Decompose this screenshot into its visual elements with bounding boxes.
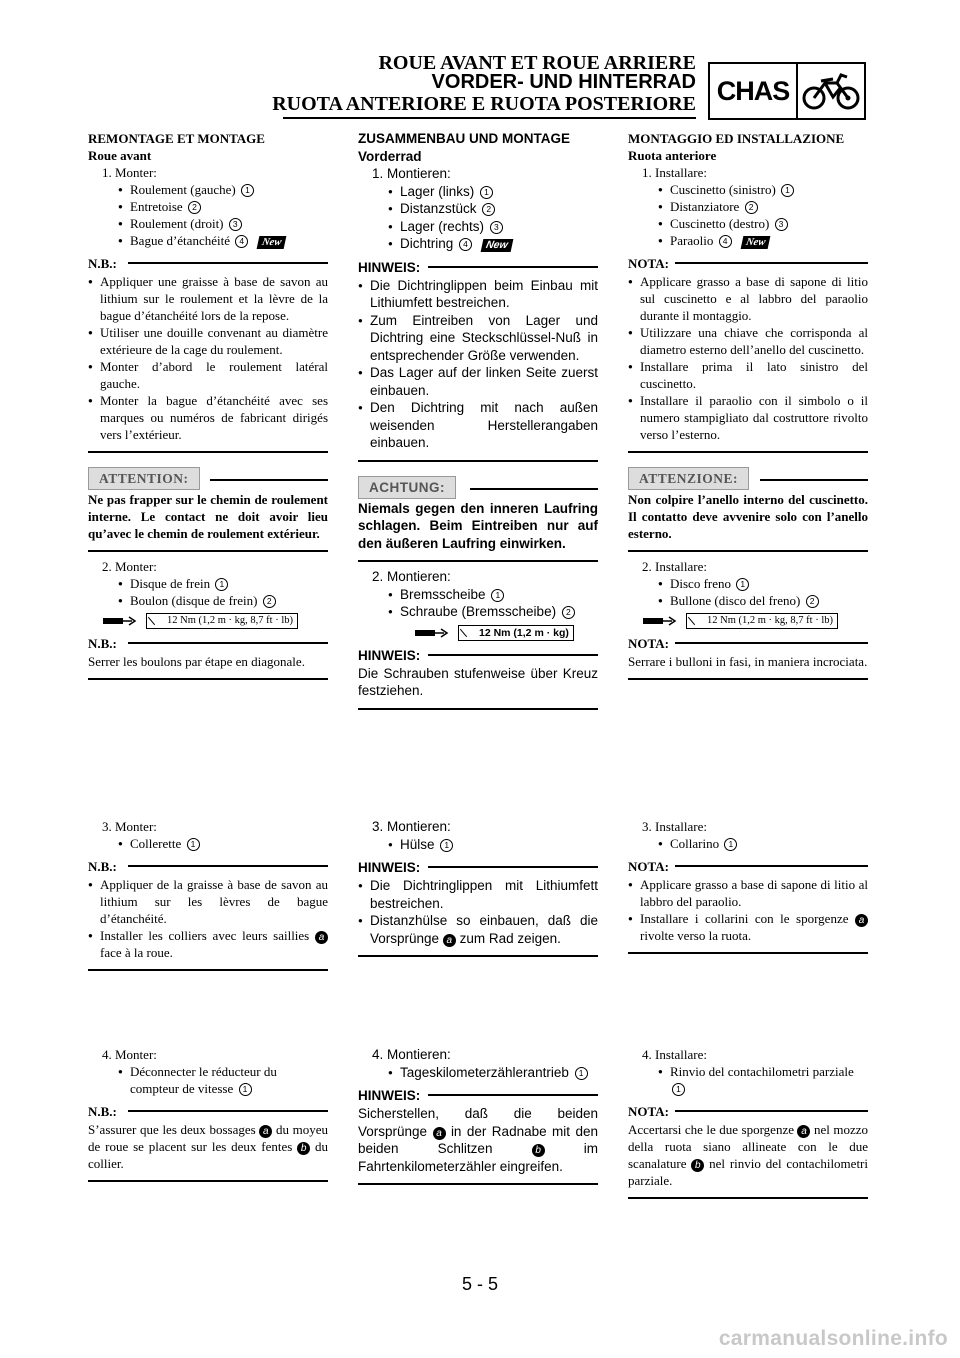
de-note1-head: HINWEIS: [358,259,598,277]
de-note4: Sicherstellen, daß die beiden Vorsprünge a in der Radnabe mit den beiden Schlitzen b im Fahrtenkilometerzähler eingreifen. [358,1106,598,1174]
de-note3-bullet2: ● Distanzhülse so einbauen, daß die Vorsprünge a zum Rad zeigen. [358,912,598,947]
de-s1-item4: ● Dichtring 4 New [358,235,598,253]
fr-note3-bullet2: ● Installer les colliers avec leurs saillies a face à la roue. [88,927,328,961]
title-german: VORDER- UND HINTERRAD [431,71,696,93]
fr-step2: 2. Monter: [102,559,157,574]
fr-s1-item4: ● Bague d’étanchéité 4 New [88,232,328,249]
it-note4-head: NOTA: [628,1103,868,1121]
page-number: 5 - 5 [461,1274,499,1294]
it-s2-item1: ● Disco freno 1 [628,575,868,592]
it-note2: Serrare i bulloni in fasi, in maniera incrociata. [628,654,868,669]
fr-attention-head: ATTENTION: [88,467,328,489]
it-s1-item1: ● Cuscinetto (sinistro) 1 [628,181,868,198]
fr-note1-bullet1: ● Appliquer une graisse à base de savon au lithium sur le roulement et la lèvre de la bague d’étanchéité lors de la repose. [88,273,328,324]
motorcycle-icon [798,69,864,113]
fr-s4-item: ● Déconnecter le réducteur du compteur de vitesse 1 [88,1063,328,1097]
header-rule [283,117,696,119]
de-note1-bullet3: ● Das Lager auf der linken Seite zuerst einbauen. [358,364,598,399]
de-heading: ZUSAMMENBAU UND MONTAGE [358,131,570,146]
fr-step3: 3. Monter: [102,819,157,834]
it-step4: 4. Installare: [642,1047,707,1062]
fr-s3-item: ● Collerette 1 [88,835,328,852]
torque-wrench-icon [102,614,140,628]
de-note2-head: HINWEIS: [358,647,598,665]
fr-step1: 1. Monter: [102,165,157,180]
fr-attention-text: Ne pas frapper sur le chemin de roulement interne. Le contact ne doit avoir lieu qu’avec le chemin de roulement extérieur. [88,492,328,541]
de-step4-section [358,1046,598,1185]
de-step3-section [358,818,598,957]
it-s1-item2: ● Distanziatore 2 [628,198,868,215]
section-code: CHAS [716,75,790,106]
new-badge: New [257,236,287,249]
it-attention-text: Non colpire l’anello interno del cuscinetto. Il contatto deve avvenire solo con l’anello esterno. [628,492,868,541]
it-note3-bullet1: ● Applicare grasso a base di sapone di litio al labbro del paraolio. [628,876,868,910]
de-note1-bullet2: ● Zum Eintreiben von Lager und Dichtring eine Steckschlüssel-Nuß in entsprechender Größe verwenden. [358,312,598,365]
de-s3-item: ● Hülse 1 [358,836,598,854]
it-note2-head: NOTA: [628,635,868,653]
de-s1-item2: ● Distanzstück 2 [358,200,598,218]
title-french: ROUE AVANT ET ROUE ARRIERE [378,52,696,74]
new-badge: New [481,239,513,252]
fr-note3-head: N.B.: [88,858,328,876]
fr-step3-section [88,818,328,971]
de-note1-bullet4: ● Den Dichtring mit nach außen weisenden Herstellerangaben einbauen. [358,399,598,452]
fr-step4-section [88,1046,328,1182]
it-s1-item3: ● Cuscinetto (destro) 3 [628,215,868,232]
it-attention-head: ATTENZIONE: [628,467,868,489]
de-attention-text: Niemals gegen den inneren Laufring schlagen. Beim Eintreiben nur auf den äußeren Laufring einwirken. [358,500,598,551]
it-s1-item4: ● Paraolio 4 New [628,232,868,249]
fr-step4: 4. Monter: [102,1047,157,1062]
de-subheading: Vorderrad [358,148,422,164]
it-note1-bullet1: ● Applicare grasso a base di sapone di litio sul cuscinetto e al labbro del paraolio durante il montaggio. [628,273,868,324]
fr-note1-bullet3: ● Monter d’abord le roulement latéral gauche. [88,358,328,392]
it-step3-section [628,818,868,954]
it-step4-section [628,1046,868,1199]
it-step1-section [628,130,868,680]
de-note1-bullet1: ● Die Dichtringlippen beim Einbau mit Lithiumfett bestreichen. [358,277,598,312]
fr-torque-spec: 12 Nm (1,2 m · kg, 8,7 ft · lb) [102,613,328,629]
fr-s2-item2: ● Boulon (disque de frein) 2 [88,592,328,609]
de-s2-item1: ● Bremsscheibe 1 [358,586,598,604]
fr-subheading: Roue avant [88,148,152,163]
it-s3-item: ● Collarino 1 [628,835,868,852]
fr-step1-section [88,130,328,680]
de-note3-bullet1: ● Die Dichtringlippen mit Lithiumfett bestreichen. [358,877,598,912]
it-torque-spec: 12 Nm (1,2 m · kg, 8,7 ft · lb) [642,613,868,629]
it-heading: MONTAGGIO ED INSTALLAZIONE [628,131,845,146]
fr-note1-bullet4: ● Monter la bague d’étanchéité avec ses marques ou numéros de fabricant dirigés vers l’extérieur. [88,392,328,443]
it-note1-bullet4: ● Installare il paraolio con il simbolo o il numero stampigliato dal costruttore rivolto verso l’esterno. [628,392,868,443]
it-note1-bullet3: ● Installare prima il lato sinistro del cuscinetto. [628,358,868,392]
fr-note1-head: N.B.: [88,255,328,273]
de-note3-head: HINWEIS: [358,859,598,877]
de-note4-head: HINWEIS: [358,1087,598,1105]
fr-note1-bullet2: ● Utiliser une douille convenant au diamètre extérieure de la cage du roulement. [88,324,328,358]
it-s4-item: ● Rinvio del contachilometri parziale 1 [628,1063,868,1097]
section-badge [708,62,866,120]
de-s2-item2: ● Schraube (Bremsscheibe) 2 [358,603,598,621]
de-torque-spec: 12 Nm (1,2 m · kg) [414,625,598,641]
torque-wrench-icon [642,614,680,628]
fr-heading: REMONTAGE ET MONTAGE [88,131,265,146]
it-note3-head: NOTA: [628,858,868,876]
de-step4: 4. Montieren: [372,1047,451,1062]
it-s2-item2: ● Bullone (disco del freno) 2 [628,592,868,609]
torque-wrench-icon [414,626,452,640]
de-step3: 3. Montieren: [372,819,451,834]
it-note4: Accertarsi che le due sporgenze a nel mozzo della ruota siano allineate con le due scanalature b nel rinvio del contachilometri parziale. [628,1122,868,1188]
fr-note4: S’assurer que les deux bossages a du moyeu de roue se placent sur les deux fentes b du collier. [88,1122,329,1171]
de-s1-item1: ● Lager (links) 1 [358,183,598,201]
new-badge: New [740,236,770,249]
page-header [0,50,960,120]
it-subheading: Ruota anteriore [628,148,717,163]
fr-s1-item3: ● Roulement (droit) 3 [88,215,328,232]
it-step1: 1. Installare: [642,165,707,180]
it-step2: 2. Installare: [642,559,707,574]
title-italian: RUOTA ANTERIORE E RUOTA POSTERIORE [272,93,696,115]
de-s1-item3: ● Lager (rechts) 3 [358,218,598,236]
de-note2: Die Schrauben stufenweise über Kreuz festziehen. [358,665,598,698]
it-note1-bullet2: ● Utilizzare una chiave che corrisponda al diametro esterno dell’anello del cuscinetto. [628,324,868,358]
fr-note3-bullet1: ● Appliquer de la graisse à base de savon au lithium sur les lèvres de bague d’étanchéité. [88,876,328,927]
de-attention-head: ACHTUNG: [358,476,598,498]
de-step1-section [358,130,598,710]
de-s4-item: ● Tageskilometerzählerantrieb 1 [358,1064,598,1082]
fr-s2-item1: ● Disque de frein 1 [88,575,328,592]
it-step3: 3. Installare: [642,819,707,834]
watermark: carmanualsonline.info [718,1327,948,1350]
fr-note4-head: N.B.: [88,1103,328,1121]
fr-s1-item1: ● Roulement (gauche) 1 [88,181,328,198]
fr-s1-item2: ● Entretoise 2 [88,198,328,215]
de-step2: 2. Montieren: [372,569,451,584]
fr-note2-head: N.B.: [88,635,328,653]
fr-note2: Serrer les boulons par étape en diagonale. [88,654,305,669]
it-note3-bullet2: ● Installare i collarini con le sporgenze a rivolte verso la ruota. [628,910,868,944]
it-note1-head: NOTA: [628,255,868,273]
de-step1: 1. Montieren: [372,166,451,181]
